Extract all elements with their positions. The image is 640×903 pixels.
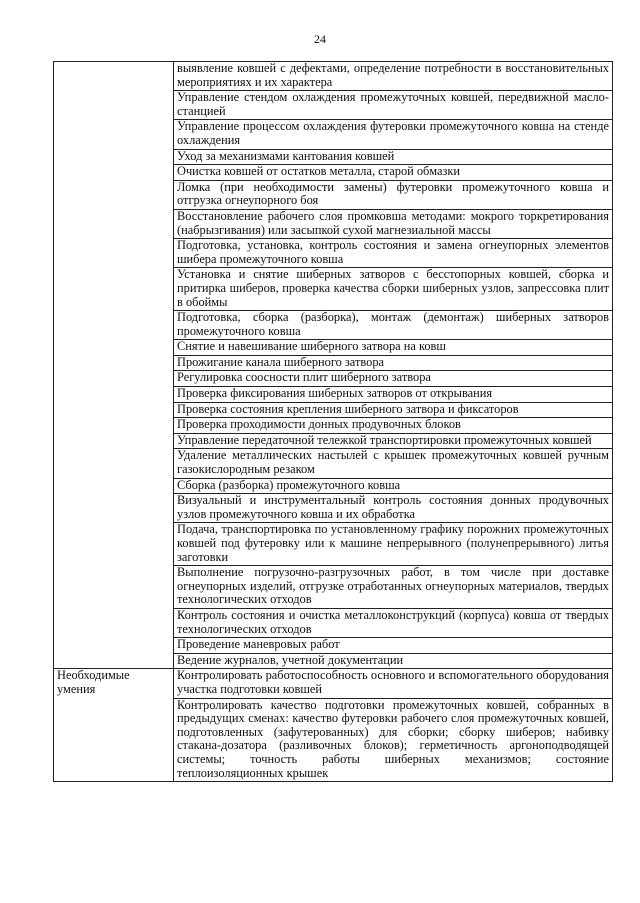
item-cell [174, 638, 613, 654]
item-cell [174, 494, 613, 523]
item-text: Установка и снятие шиберных затворов с бесстопорных ковшей, сборка и притирка шиберов, проверка качества сборки шиберных узлов, запрессовка плит в обоймы [177, 267, 609, 309]
item-text: Удаление металлических настылей с крышек промежуточных ковшей ручным газокислородным резаком [177, 448, 609, 477]
section-label-cell [54, 62, 174, 669]
item-text: Подготовка, установка, контроль состояния и замена огнеупорных элементов шибера промежуточного ковша [177, 238, 609, 266]
item-text: Подготовка, сборка (разборка), монтаж (демонтаж) шиберных затворов промежуточного ковша [177, 310, 609, 338]
item-text: Управление стендом охлаждения промежуточных ковшей, передвижной маслостанцией [177, 90, 609, 118]
item-cell [174, 355, 613, 371]
item-text: Управление передаточной тележкой транспортировки промежуточных ковшей [177, 432, 592, 447]
item-text: Проверка проходимости донных продувочных блоков [177, 417, 461, 432]
item-cell [174, 433, 613, 449]
item-text: Прожигание канала шиберного затвора [177, 354, 385, 369]
item-cell [174, 698, 613, 782]
item-text: Проверка состояния крепления шиберного затвора и фиксаторов [177, 401, 519, 416]
table-row [54, 62, 613, 91]
item-text: Управление процессом охлаждения футеровки промежуточного ковша на стенде охлаждения [177, 119, 609, 147]
table-row [54, 669, 613, 698]
item-text: Ведение журналов, учетной документации [177, 652, 404, 667]
section-label-cell [54, 669, 174, 782]
item-text: Визуальный и инструментальный контроль состояния донных продувочных узлов промежуточного ковша и их обработка [177, 493, 609, 521]
item-cell [174, 371, 613, 387]
item-text: Ломка (при необходимости замены) футеровки промежуточного ковша и отгрузка огнеупорного боя [177, 179, 609, 208]
item-cell [174, 311, 613, 340]
item-text: Подача, транспортировка по установленному графику порожних промежуточных ковшей под футеровку или к машине непрерывного (полунепрерывного) литья заготовки [177, 522, 609, 564]
item-text: выявление ковшей с дефектами, определение потребности в восстановительных мероприятиях и их характера [177, 61, 609, 89]
item-cell [174, 149, 613, 165]
item-text: Контролировать качество подготовки промежуточных ковшей, собранных в предыдущих сменах: качество футеровки рабочего слоя промежуточных ковшей, подготовленных (зафутерованных) для сборки; сборку шиберов; набивку стакана-дозатора (разливочных блоков); герметичность аргоноподводящей системы; точность работы шиберных механизмов; состояние теплоизоляционных крышек [177, 697, 609, 780]
item-cell [174, 387, 613, 403]
item-text: Проверка фиксирования шиберных затворов от открывания [177, 386, 493, 401]
item-cell [174, 402, 613, 418]
item-text: Контроль состояния и очистка металлоконструкций (корпуса) ковша от твердых технологических отходов [177, 607, 609, 636]
item-cell [174, 418, 613, 434]
item-cell [174, 209, 613, 238]
section-label: Необходимые умения [57, 668, 130, 696]
item-text: Регулировка соосности плит шиберного затвора [177, 370, 431, 385]
item-cell [174, 180, 613, 209]
item-cell [174, 653, 613, 669]
item-text: Проведение маневровых работ [177, 637, 340, 652]
item-text: Контролировать работоспособность основного и вспомогательного оборудования участка подготовки ковшей [177, 668, 609, 696]
item-cell [174, 340, 613, 356]
item-text: Очистка ковшей от остатков металла, старой обмазки [177, 164, 461, 179]
competency-table [53, 61, 613, 782]
item-text: Сборка (разборка) промежуточного ковша [177, 477, 401, 492]
item-cell [174, 566, 613, 609]
item-text: Восстановление рабочего слоя промковша методами: мокрого торкретирования (набрызгивания) или засыпкой сухой магнезиальной массы [177, 208, 609, 237]
item-cell [174, 120, 613, 149]
item-cell [174, 268, 613, 311]
item-cell [174, 62, 613, 91]
page-number: 24 [314, 32, 326, 46]
item-cell [174, 239, 613, 268]
item-cell [174, 91, 613, 120]
item-cell [174, 608, 613, 637]
table-body [54, 62, 613, 782]
item-cell [174, 478, 613, 494]
item-cell [174, 449, 613, 478]
item-cell [174, 669, 613, 698]
item-text: Выполнение погрузочно-разгрузочных работ, в том числе при доставке огнеупорных изделий, отгрузке отработанных огнеупорных материалов, твердых технологических отходов [177, 565, 609, 607]
item-text: Уход за механизмами кантования ковшей [177, 148, 395, 163]
item-text: Снятие и навешивание шиберного затвора на ковш [177, 339, 446, 354]
item-cell [174, 523, 613, 566]
item-cell [174, 165, 613, 181]
